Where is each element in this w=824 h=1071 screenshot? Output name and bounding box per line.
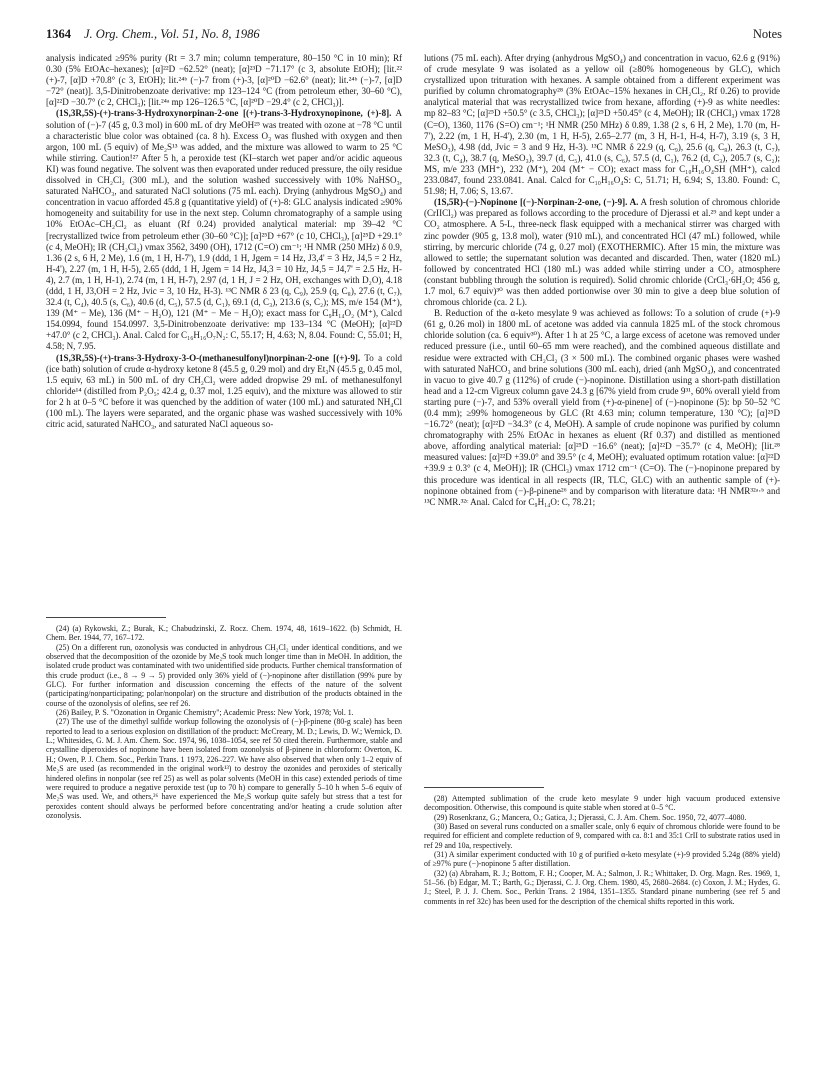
right-column — [424, 53, 780, 508]
section-label: Notes — [752, 27, 782, 41]
footnotes-right — [424, 787, 780, 906]
paragraph-text: To a cold (ice bath) solution of crude α-hydroxy ketone 8 (45.5 g, 0.29 mol) and dry Et₃N (45.5 g, 0.45 mol, 1.5 equiv, 63 mL) in 500 mL of dry CH₂Cl₂ were added dropwise 29 mL of methanesulfonyl chloride¹⁴ (distilled from P₂O₅; 42.4 g, 0.37 mol, 1.25 equiv), and the mixture was allowed to stir for 2 h at 0–5 °C before it was quenched by the addition of water (100 mL) and saturated NH₄Cl (100 mL). The layers were separated, and the organic phase was washed successively with 10% citric acid, saturated NaHCO₃, and saturated NaCl aqueous so- — [46, 352, 402, 430]
paragraph-heading: (1S,3R,5S)-(+)-trans-3-Hydroxynorpinan-2-one [(+)-trans-3-Hydroxynopinone, (+)-8]. — [56, 108, 392, 119]
paragraph — [46, 108, 402, 352]
paragraph-text: A solution of (−)-7 (45 g, 0.3 mol) in 600 mL of dry MeOH²⁵ was treated with ozone at −78 °C until a characteristic blue color was obtained (ca. 8 h). Excess O₃ was flushed with oxygen and then argon, 100 mL (5 equiv) of Me₂S¹³ was added, and the mixture was allowed to warm to 25 °C while stirring. Caution!²⁷ After 5 h, a peroxide test (KI–starch wet paper and/or acidic aqueous KI) was found negative. The solvent was then evaporated under reduced pressure, the oily residue dissolved in CH₂Cl₂ (300 mL), and the solution washed successively with 10% NaHSO₃, saturated NaHCO₃, and saturated NaCl solutions (75 mL each). Drying (anhydrous MgSO₄) and concentration in vacuo afforded 45.8 g (quantitative yield) of (+)-8: GLC analysis indicated ≥90% homogeneity and suitability for use in the next step. Column chromatography of a sample using 10% EtOAc–CH₂Cl₂ as eluant (Rf 0.24) provided analytical material: mp 39–42 °C [recrystallized twice from petroleum ether (30–60 °C)]; [α]²⁵D +67° (c 10, CHCl₃), [α]²⁵D +29.1° (c 4, MeOH); IR (CH₂Cl₂) νmax 3562, 3490 (OH), 1712 (C=O) cm⁻¹; ¹H NMR (250 MHz) δ 0.9, 1.36 (2 s, 6 H, 2 Me), 1.6 (m, 1 H, H-7'), 1.9 (ddd, 1 H, Jgem = 14 Hz, J3,4' = 3 Hz, J4,5 = 2 Hz, H-4'), 2.27 (m, 1 H, H-5), 2.65 (ddd, 1 H, Jgem = 14 Hz, J4,3 = 10 Hz, J4,5 = J4,7' = 2.5 Hz, H-4), 2.7 (m, 1 H, H-1), 2.74 (m, 1 H, H-7), 2.97 (d, 1 H, J = 2 Hz, OH, exchanges with D₂O), 4.18 (ddd, 1 H, J3,OH = 2 Hz, Jvic = 3, 10 Hz, H-3). ¹³C NMR δ 23 (q, C₉), 25.9 (q, C₈), 27.6 (t, C₇), 32.4 (t, C₄), 40.5 (s, C₆), 40.6 (d, C₅), 57.5 (d, C₁), 69.1 (d, C₃), 213.6 (s, C₂); MS, m/e 154 (M⁺), 139 (M⁺ − Me), 136 (M⁺ − H₂O), 121 (M⁺ − Me − H₂O); exact mass for C₉H₁₄O₂ (M⁺), Calcd 154.0994, found 154.0997. 3,5-Dinitrobenzoate derivative: mp 133–134 °C (MeOH); [α]²²D +47.0° (c 2, CHCl₃). Anal. Calcd for C₁₆H₁₆O₇N₂: C, 55.17; H, 4.63; N, 8.04. Found: C, 55.01; H, 4.58; N, 7.95. — [46, 108, 402, 352]
paragraph — [424, 197, 780, 308]
footnote: (29) Rosenkranz, G.; Mancera, O.; Gatica, J.; Djerassi, C. J. Am. Chem. Soc. 1950, 72, 4077–4080. — [434, 812, 747, 822]
footnote: (30) Based on several runs conducted on a smaller scale, only 6 equiv of chromous chloride were found to be required for efficient and complete reduction of 9, compared with ca. 8:1 and 35:1 CrII to substrate ratios used in ref 29 and 10a, respectively. — [424, 822, 780, 850]
page-header — [46, 27, 782, 45]
footnote-divider — [424, 787, 544, 788]
paragraph-text: lutions (75 mL each). After drying (anhydrous MgSO₄) and concentration in vacuo, 62.6 g (91%) of crude mesylate 9 was isolated as a yellow oil (≥80% homogeneous by GLC), which crystallized upon trituration with hexanes. A sample obtained from a different experiment was purified by column chromatography²⁸ (3% EtOAc–15% hexanes in CH₂Cl₂, Rf 0.26) to provide analytical material that was recrystallized twice from hexane, affording (+)-9 as white needles: mp 82–83 °C; [α]²⁵D +50.5° (c 3.5, CHCl₃); [α]²⁵D +50.45° (c 4, MeOH); IR (CHCl₃) νmax 1728 (C=O), 1360, 1176 (S=O) cm⁻¹; ¹H NMR (250 MHz) δ 0.89, 1.38 (2 s, 6 H, 2 Me), 1.70 (m, H-7'), 2.22 (m, 1 H, H-4'), 2.30 (m, 1 H, H-5), 2.65–2.77 (m, 3 H, H-1, H-4, H-7), 3.19 (s, 3 H, MeSO₃), 4.98 (dd, Jvic = 3 and 9 Hz, H-3). ¹³C NMR δ 22.9 (q, C₉), 25.6 (q, C₈), 26.3 (t, C₇), 32.3 (t, C₄), 38.7 (q, MeSO₃), 39.7 (d, C₅), 41.0 (s, C₆), 57.5 (d, C₁), 76.2 (d, C₃), 205.7 (s, C₂); MS, m/e 233 (MH⁺), 232 (M⁺), 204 (M⁺ − CO); exact mass for C₁₀H₁₆O₄SH (MH⁺), calcd 233.0847, found 233.0841. Anal. Calcd for C₁₀H₁₆O₄S: C, 51.71; H, 6.94; S, 13.80. Found: C, 51.98; H, 7.06; S, 13.67. — [424, 53, 781, 197]
paragraph-heading: (1S,5R)-(−)-Nopinone [(−)-Norpinan-2-one, (−)-9]. A. — [434, 197, 639, 208]
footnote: (28) Attempted sublimation of the crude keto mesylate 9 under high vacuum produced extensive decomposition. Otherwise, this compound is quite stable when stored at 0–5 °C. — [424, 794, 780, 813]
footnote: (24) (a) Rykowski, Z.; Burak, K.; Chabudzinski, Z. Rocz. Chem. 1974, 48, 1619–1622. (b) Schmidt, H. Chem. Ber. 1944, 77, 167–172. — [46, 624, 402, 643]
footnote-divider — [46, 617, 166, 618]
paragraph — [46, 53, 402, 108]
footnote: (27) The use of the dimethyl sulfide workup following the ozonolysis of (−)-β-pinene (80-g scale) has been reported to lead to a serious explosion on distillation of the product: McCreary, M. D.; Lewis, D. W.; Wernick, D. L.; Whitesides, G. M. J. Am. Chem. Soc. 1974, 96, 1038–1054, see ref 50 cited therein. Furthermore, stable and crystalline diperoxides of nopinone have been isolated from ozonolysis of β-pinene in chloroform: Overton, K. H.; Owen, P. J. Chem. Soc., Perkin Trans. 1 1973, 226–227. We have also observed that when only 1–2 equiv of Me₂S are used (as recommended in the original work¹³) to destroy the ozonides and peroxides of sterically hindered olefins in nonpolar (see ref 25) as well as polar solvents (MeOH in this case) extended periods of time were required to produce a negative peroxide test (up to 70 h) compare to generally 5–10 h when 5–6 equiv of Me₂S was used. We, and others,²⁶ have experienced the Me₂S workup quite safely but stress that a test for peroxides content should always be performed before concentrating and/or heating a crude solution after ozonolysis. — [46, 717, 402, 820]
paragraph-text: B. Reduction of the α-keto mesylate 9 was achieved as follows: To a solution of crude (+)-9 (61 g, 0.26 mol) in 1800 mL of acetone was added via cannula 1825 mL of the stock chromous chloride solution (ca. 6 equiv³⁰). After 1 h at 25 °C, a large excess of acetone was removed under reduced pressure (i.e., until 60–65 mm were reached), and the combined aqueous distillate and residue were extracted with CH₂Cl₂ (3 × 500 mL). The combined organic phases were washed with saturated NaHCO₃ and brine solutions (300 mL each), dried (anh MgSO₄), and concentrated in vacuo to give 40.7 g (112%) of crude (−)-nopinone. Distillation using a short-path distillation head and a 12-cm Vigreux column gave 24.3 g [67% yield from crude 9³¹, 60% overall yield from starting pure (−)-7, and 53% overall yield from (+)-α-pinene] of (−)-nopinone (5): bp 50–52 °C (0.4 mm); ≥99% homogeneous by GLC (Rt 4.63 min; column temperature, 130 °C); [α]²⁵D −16.72° (neat); [α]²²D −34.3° (c 4, MeOH). A sample of crude nopinone was purified by column chromatography with 25% EtOAc in hexanes as eluent (Rf 0.37) and distilled as mentioned above, affording analytical material: [α]²⁵D −16.6° (neat); [α]²²D −35.7° (c 4, MeOH); [lit.²⁸ measured values: [α]²²D +39.0° and 39.5° (c 4, MeOH); evaluated optimum rotation value: [α]²²D +39.9 ± 0.3° (c 4, MeOH)]; IR (CHCl₃) νmax 1712 cm⁻¹ (C=O). The (−)-nopinone prepared by this procedure was identical in all respects (IR, TLC, GLC) with an authentic sample of (+)-nopinone obtained from (−)-β-pinene²⁶ and by comparison with literature data: ¹H NMR³²ᵃ·ᵇ and ¹³C NMR.³²ᶜ Anal. Calcd for C₉H₁₄O: C, 78.21; — [424, 308, 780, 507]
paragraph — [424, 53, 780, 197]
paragraph — [424, 308, 780, 508]
footnotes-left — [46, 617, 402, 820]
footnote: (31) A similar experiment conducted with 10 g of purified α-keto mesylate (+)-9 provided 5.24g (88% yield) of ≥97% pure (−)-nopinone 5 after distillation. — [424, 850, 780, 869]
paragraph-heading: (1S,3R,5S)-(+)-trans-3-Hydroxy-3-O-(methanesulfonyl)norpinan-2-one [(+)-9]. — [56, 352, 361, 363]
footnote: (32) (a) Abraham, R. J.; Bottom, F. H.; Cooper, M. A.; Salmon, J. R.; Whittaker, D. Org. Magn. Res. 1969, 1, 51–56. (b) Edgar, M. T.; Barth, G.; Djerassi, C. J. Org. Chem. 1980, 45, 2680–2684. (c) Coxon, J. M.; Hydes, G. J.; Steel, P. J. J. Chem. Soc., Perkin Trans. 2 1984, 1351–1355. Standard pinane numbering (see ref 5 and comments in ref 32c) has been used for the description of the chemical shifts reported in this work. — [424, 868, 780, 906]
page-number: 1364 — [46, 27, 71, 41]
paragraph — [46, 353, 402, 431]
paragraph-text: analysis indicated ≥95% purity (Rt = 3.7 min; column temperature, 80–150 °C in 10 min); Rf 0.30 (5% EtOAc–hexanes); [α]²²D −62.52° (neat); [α]²³D −71.17° (c 3, absolute EtOH); [lit.²² (+)-7, [α]D +70.8° (c 3, EtOH); lit.²⁴ᵇ (−)-7 from (+)-3, [α]²⁰D −62.6° (neat); lit.²⁴ᵇ (−)-7, [α]D −72° (neat)]. 3,5-Dinitrobenzoate derivative: mp 123–124 °C (from petroleum ether, 30–60 °C), [α]²²D −30.7° (c 2, CHCl₃); [lit.²⁴ᵃ mp 126–126.5 °C, [α]²⁰D −29.4° (c 2, CHCl₃)]. — [46, 53, 402, 108]
left-column — [46, 53, 402, 430]
footnote: (26) Bailey, P. S. "Ozonation in Organic Chemistry"; Academic Press: New York, 1978; Vol. 1. — [56, 708, 354, 718]
journal-citation: J. Org. Chem., Vol. 51, No. 8, 1986 — [84, 27, 260, 41]
footnote: (25) On a different run, ozonolysis was conducted in anhydrous CH₂Cl₂ under identical conditions, and we observed that the decomposition of the ozonide by Me₂S took much longer time than in MeOH. In addition, the isolated crude product was contaminated with two unidentified side products. Further chemical transformation of this crude product (i.e., 8 → 9 → 5) provided only 36% yield of (−)-nopinone after distillation (99% pure by GLC). For further information and discussion concerning the effects of the nature of the solvent (participating/nonparticipating; polar/nonpolar) on the structure and distribution of the products obtained in the course of the ozonolysis of olefins, see ref 26. — [46, 642, 402, 708]
paragraph-text: A fresh solution of chromous chloride (CrIICl₂) was prepared as follows according to the procedure of Djerassi et al.²⁹ and kept under a CO₂ atmosphere. A 5-L, three-neck flask equipped with a mechanical stirrer was charged with zinc powder (905 g, 13.8 mol), water (910 mL), and concentrated HCl (47 mL) followed, while stirring, by mercuric chloride (74 g, 0.27 mol) (EXOTHERMIC). After 15 min, the mixture was allowed to settle; the supernatant solution was decanted and discarded. Then, water (1820 mL) followed by concentrated HCl (180 mL) was added while stirring under a CO₂ atmosphere (constant bubbling through the solution is required). Solid chromic chloride (CrCl₃·6H₂O; 456 g, 1.7 mol, 6.7 equiv)³⁰ was then added portionwise over 30 min to give a deep blue solution of chromous chloride (ca. 2 L). — [424, 197, 781, 308]
